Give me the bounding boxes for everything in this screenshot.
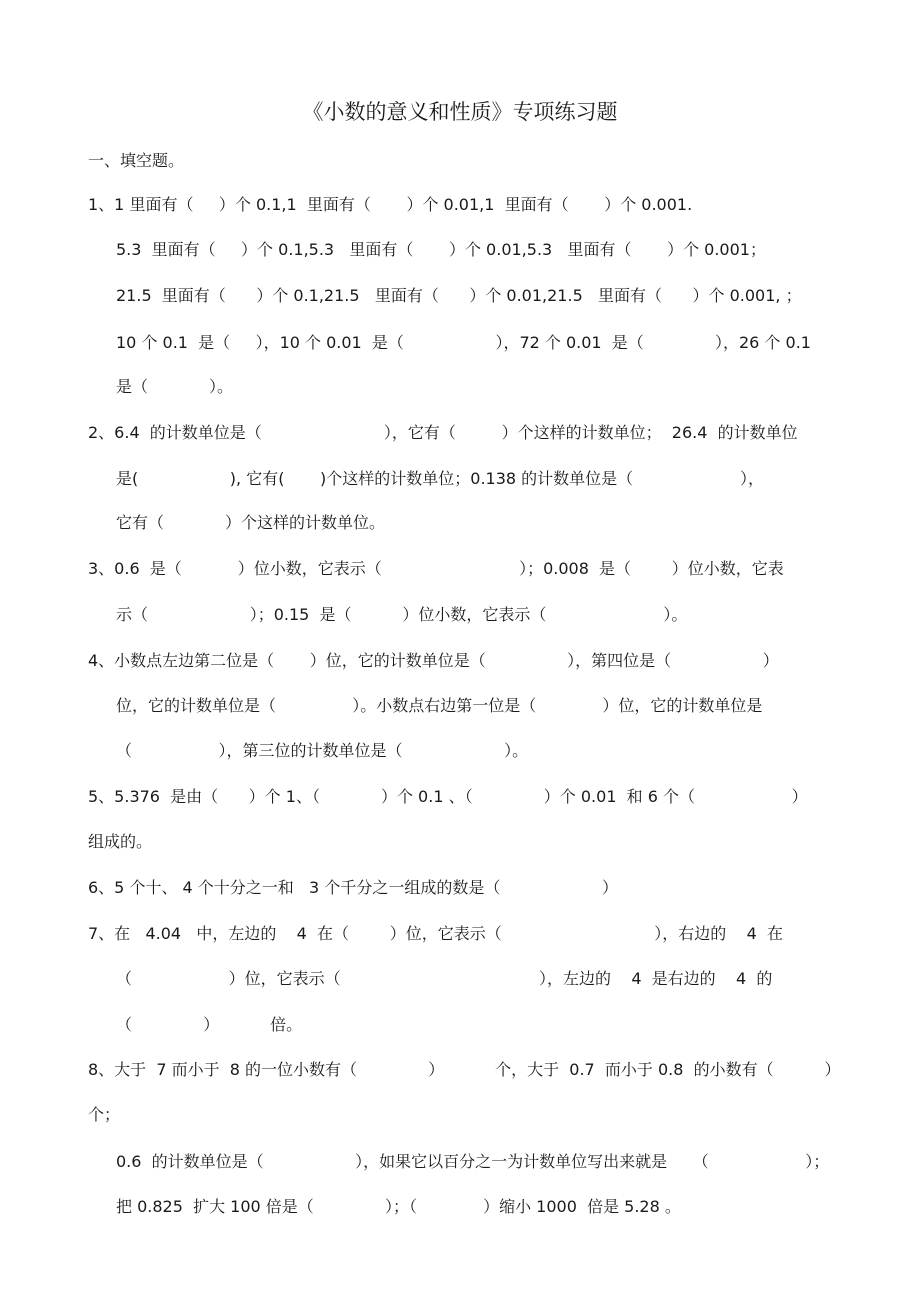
question-8-line-1: 8、大于 7 而小于 8 的一位小数有（ ） 个，大于 0.7 而小于 0.8 的小数有（ ） (88, 1060, 841, 1079)
question-1-line-1: 1、1 里面有（ ）个 0.1,1 里面有（ ）个 0.01,1 里面有（ ）个 0.001. (88, 195, 693, 214)
section-heading: 一、填空题。 (88, 151, 185, 170)
question-8-line-4: 把 0.825 扩大 100 倍是（ ）；（ ）缩小 1000 倍是 5.28 。 (116, 1197, 681, 1216)
question-7-line-1: 7、在 4.04 中，左边的 4 在（ ）位，它表示（ ），右边的 4 在 (88, 924, 783, 943)
page-title: 《小数的意义和性质》专项练习题 (302, 100, 618, 124)
question-3-line-1: 3、0.6 是（ ）位小数，它表示（ ）；0.008 是（ ）位小数，它表 (88, 559, 784, 578)
question-6-line-1: 6、5 个十、 4 个十分之一和 3 个千分之一组成的数是（ ） (88, 878, 619, 897)
question-3-line-2: 示（ ）；0.15 是（ ）位小数，它表示（ ）。 (116, 605, 688, 624)
question-4-line-3: （ ），第三位的计数单位是（ ）。 (116, 741, 529, 760)
question-5-line-1: 5、5.376 是由（ ）个 1、（ ）个 0.1 、（ ）个 0.01 和 6 个（ ） (88, 787, 808, 806)
question-8-line-3: 0.6 的计数单位是（ ），如果它以百分之一为计数单位写出来就是 （ ）； (116, 1152, 830, 1171)
question-8-line-2: 个； (88, 1105, 121, 1124)
question-2-line-1: 2、6.4 的计数单位是（ ），它有（ ）个这样的计数单位； 26.4 的计数单位 (88, 423, 798, 442)
question-5-line-2: 组成的。 (88, 832, 153, 851)
question-7-line-2: （ ）位，它表示（ ），左边的 4 是右边的 4 的 (116, 969, 773, 988)
question-1-line-2: 5.3 里面有（ ）个 0.1,5.3 里面有（ ）个 0.01,5.3 里面有（ ）个 0.001； (116, 240, 766, 259)
question-4-line-1: 4、小数点左边第二位是（ ）位，它的计数单位是（ ），第四位是（ ） (88, 651, 779, 670)
question-2-line-3: 它有（ ）个这样的计数单位。 (116, 513, 386, 532)
question-1-line-4: 10 个 0.1 是（ ），10 个 0.01 是（ ），72 个 0.01 是（ ），26 个 0.1 (116, 333, 811, 352)
question-1-line-5: 是（ ）。 (116, 377, 234, 396)
question-2-line-2: 是( ), 它有( )个这样的计数单位；0.138 的计数单位是（ ）， (116, 469, 764, 488)
question-1-line-3: 21.5 里面有（ ）个 0.1,21.5 里面有（ ）个 0.01,21.5 里面有（ ）个 0.001, ； (116, 286, 802, 305)
question-7-line-3: （ ） 倍。 (116, 1015, 303, 1034)
question-4-line-2: 位，它的计数单位是（ ）。小数点右边第一位是（ ）位，它的计数单位是 (116, 696, 763, 715)
